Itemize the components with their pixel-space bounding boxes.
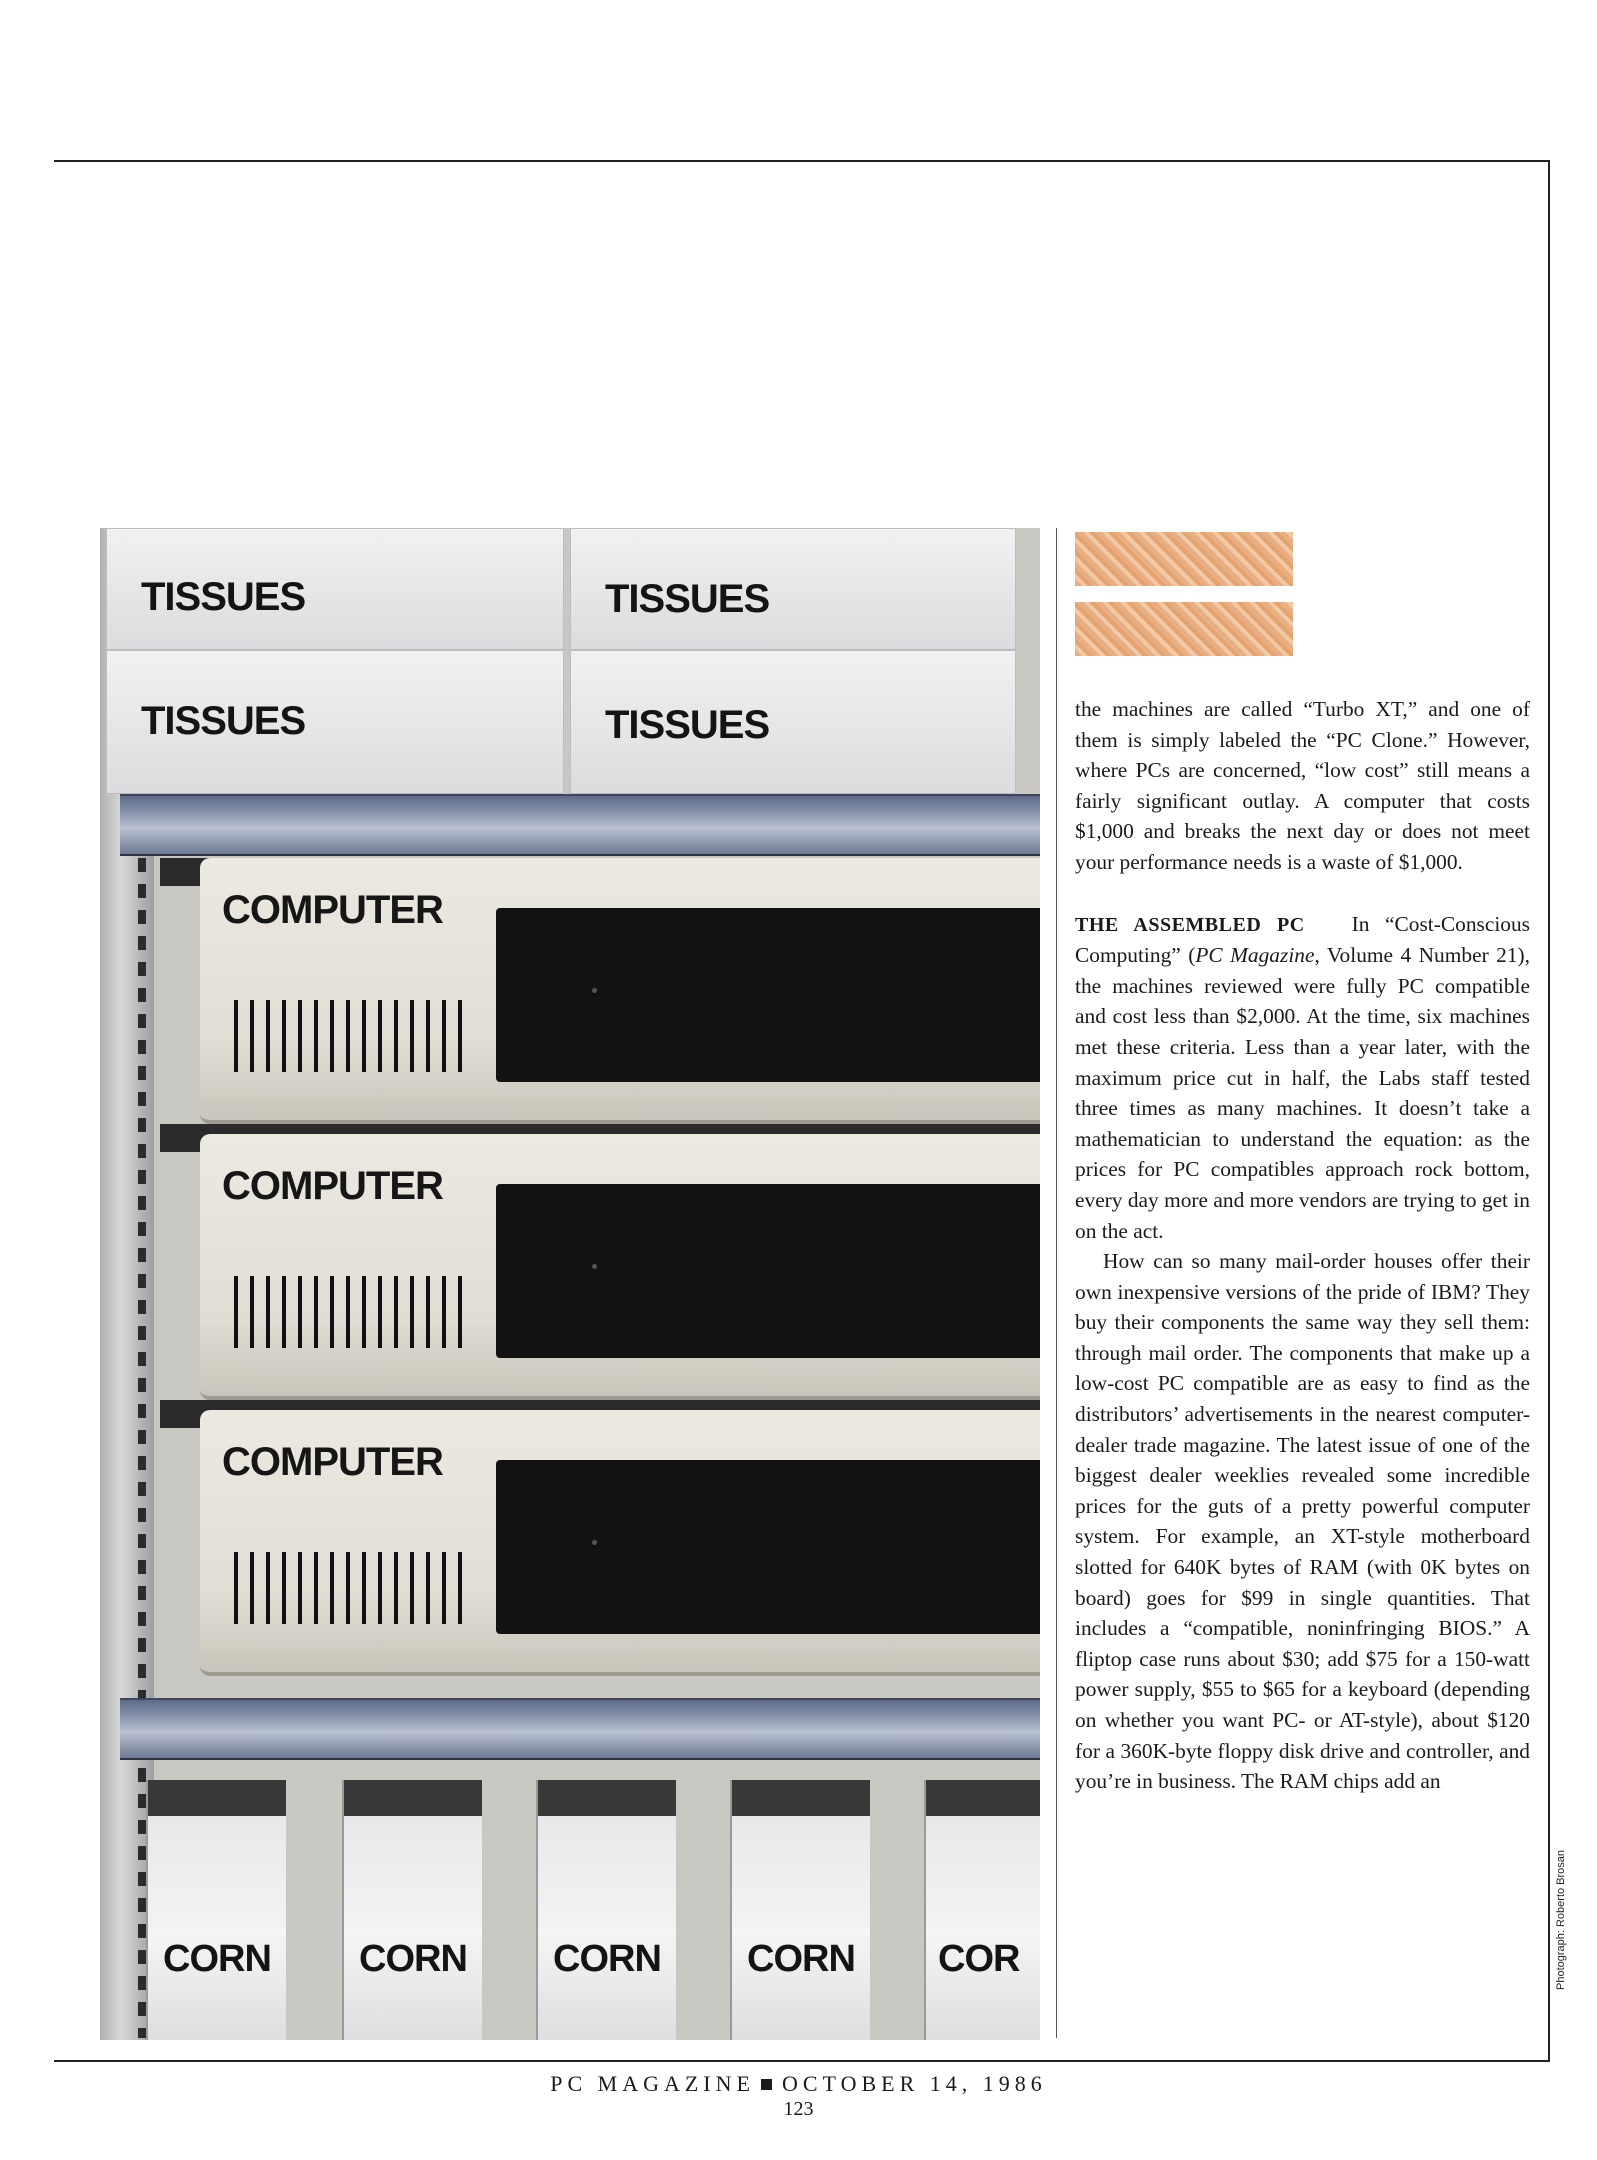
tissue-box	[106, 650, 564, 794]
magazine-name: PC MAGAZINE	[550, 2071, 755, 2096]
logo-mark-top	[1075, 532, 1293, 586]
corn-label: COR	[938, 1938, 1020, 1980]
drive-bay	[496, 1460, 1040, 1634]
bottom-rule	[54, 2060, 1550, 2062]
tissue-box	[106, 528, 564, 650]
logo-mark-bottom	[1075, 602, 1293, 656]
magazine-title: PC Magazine	[1195, 943, 1315, 968]
section-headline: THE ASSEMBLED PC	[1075, 913, 1305, 936]
photo-credit: Photograph: Roberto Brosan	[1555, 1849, 1567, 1990]
tissue-label: TISSUES	[141, 699, 306, 743]
computer-label: COMPUTER	[222, 1164, 443, 1208]
vent-grille	[234, 1276, 466, 1348]
computer-label: COMPUTER	[222, 888, 443, 932]
drive-bay	[496, 1184, 1040, 1358]
tissue-box	[570, 528, 1016, 650]
corn-can	[146, 1780, 286, 2040]
drive-bay	[496, 908, 1040, 1082]
lower-shelf	[120, 1698, 1040, 1760]
issue-date: OCTOBER 14, 1986	[781, 2071, 1047, 2096]
paragraph: THE ASSEMBLED PC In “Cost-Conscious Computing” (PC Magazine, Volume 4 Number 21), the machines reviewed were fully PC compatible and cost less than $2,000. At the time, six machines met these criteria. Less than a year later, with the maximum price cut in half, the Labs staff tested three times as many machines. It doesn’t take a mathematician to understand the equation: as the prices for PC compatibles approach rock bottom, every day more and more vendors are trying to get in on the act.	[1075, 911, 1530, 1243]
vent-grille	[234, 1000, 466, 1072]
right-rule	[1548, 160, 1550, 2062]
upper-shelf	[120, 794, 1040, 856]
article-column	[1075, 694, 1530, 1797]
column-divider	[1056, 528, 1057, 2038]
tissue-label: TISSUES	[141, 575, 306, 619]
corn-label: CORN	[747, 1938, 855, 1980]
corn-can	[924, 1780, 1040, 2040]
computer-box	[200, 1410, 1040, 1676]
computer-label: COMPUTER	[222, 1440, 443, 1484]
tissue-box	[570, 650, 1016, 794]
tissue-label: TISSUES	[605, 577, 770, 621]
page-number: 123	[783, 2098, 814, 2120]
computer-box	[200, 858, 1040, 1124]
corn-can	[342, 1780, 482, 2040]
corn-label: CORN	[553, 1938, 661, 1980]
top-rule	[54, 160, 1550, 162]
paragraph: How can so many mail-order houses offer their own inexpensive versions of the pride of IBM? They buy their components the same way they sell them: through mail order. The components that make up a low-cost PC compatible are as easy to find as the distributors’ advertisements in the nearest computer-dealer trade magazine. The latest issue of one of the biggest dealer weeklies revealed some incredible prices for the guts of a pretty powerful computer system. For example, an XT-style motherboard slotted for 640K bytes of RAM (with 0K bytes on board) goes for $99 in single quantities. That includes a “compatible, noninfringing BIOS.” A fliptop case runs about $30; add $75 for a 150-watt power supply, $55 to $65 for a keyboard (depending on whether you want PC- or AT-style), about $120 for a 360K-byte floppy disk drive and controller, and you’re in business. The RAM chips add an	[1075, 1249, 1530, 1794]
bullet-icon	[761, 2079, 772, 2090]
folio	[0, 2071, 1597, 2097]
corn-can	[730, 1780, 870, 2040]
corn-label: CORN	[163, 1938, 271, 1980]
tissue-label: TISSUES	[605, 703, 770, 747]
corn-can	[536, 1780, 676, 2040]
corn-label: CORN	[359, 1938, 467, 1980]
vent-grille	[234, 1552, 466, 1624]
computer-box	[200, 1134, 1040, 1400]
paragraph: the machines are called “Turbo XT,” and one of them is simply labeled the “PC Clone.” However, where PCs are concerned, “low cost” still means a fairly significant outlay. A computer that costs $1,000 and breaks the next day or does not meet your performance needs is a waste of $1,000.	[1075, 697, 1530, 874]
shelf-photo	[100, 528, 1040, 2040]
